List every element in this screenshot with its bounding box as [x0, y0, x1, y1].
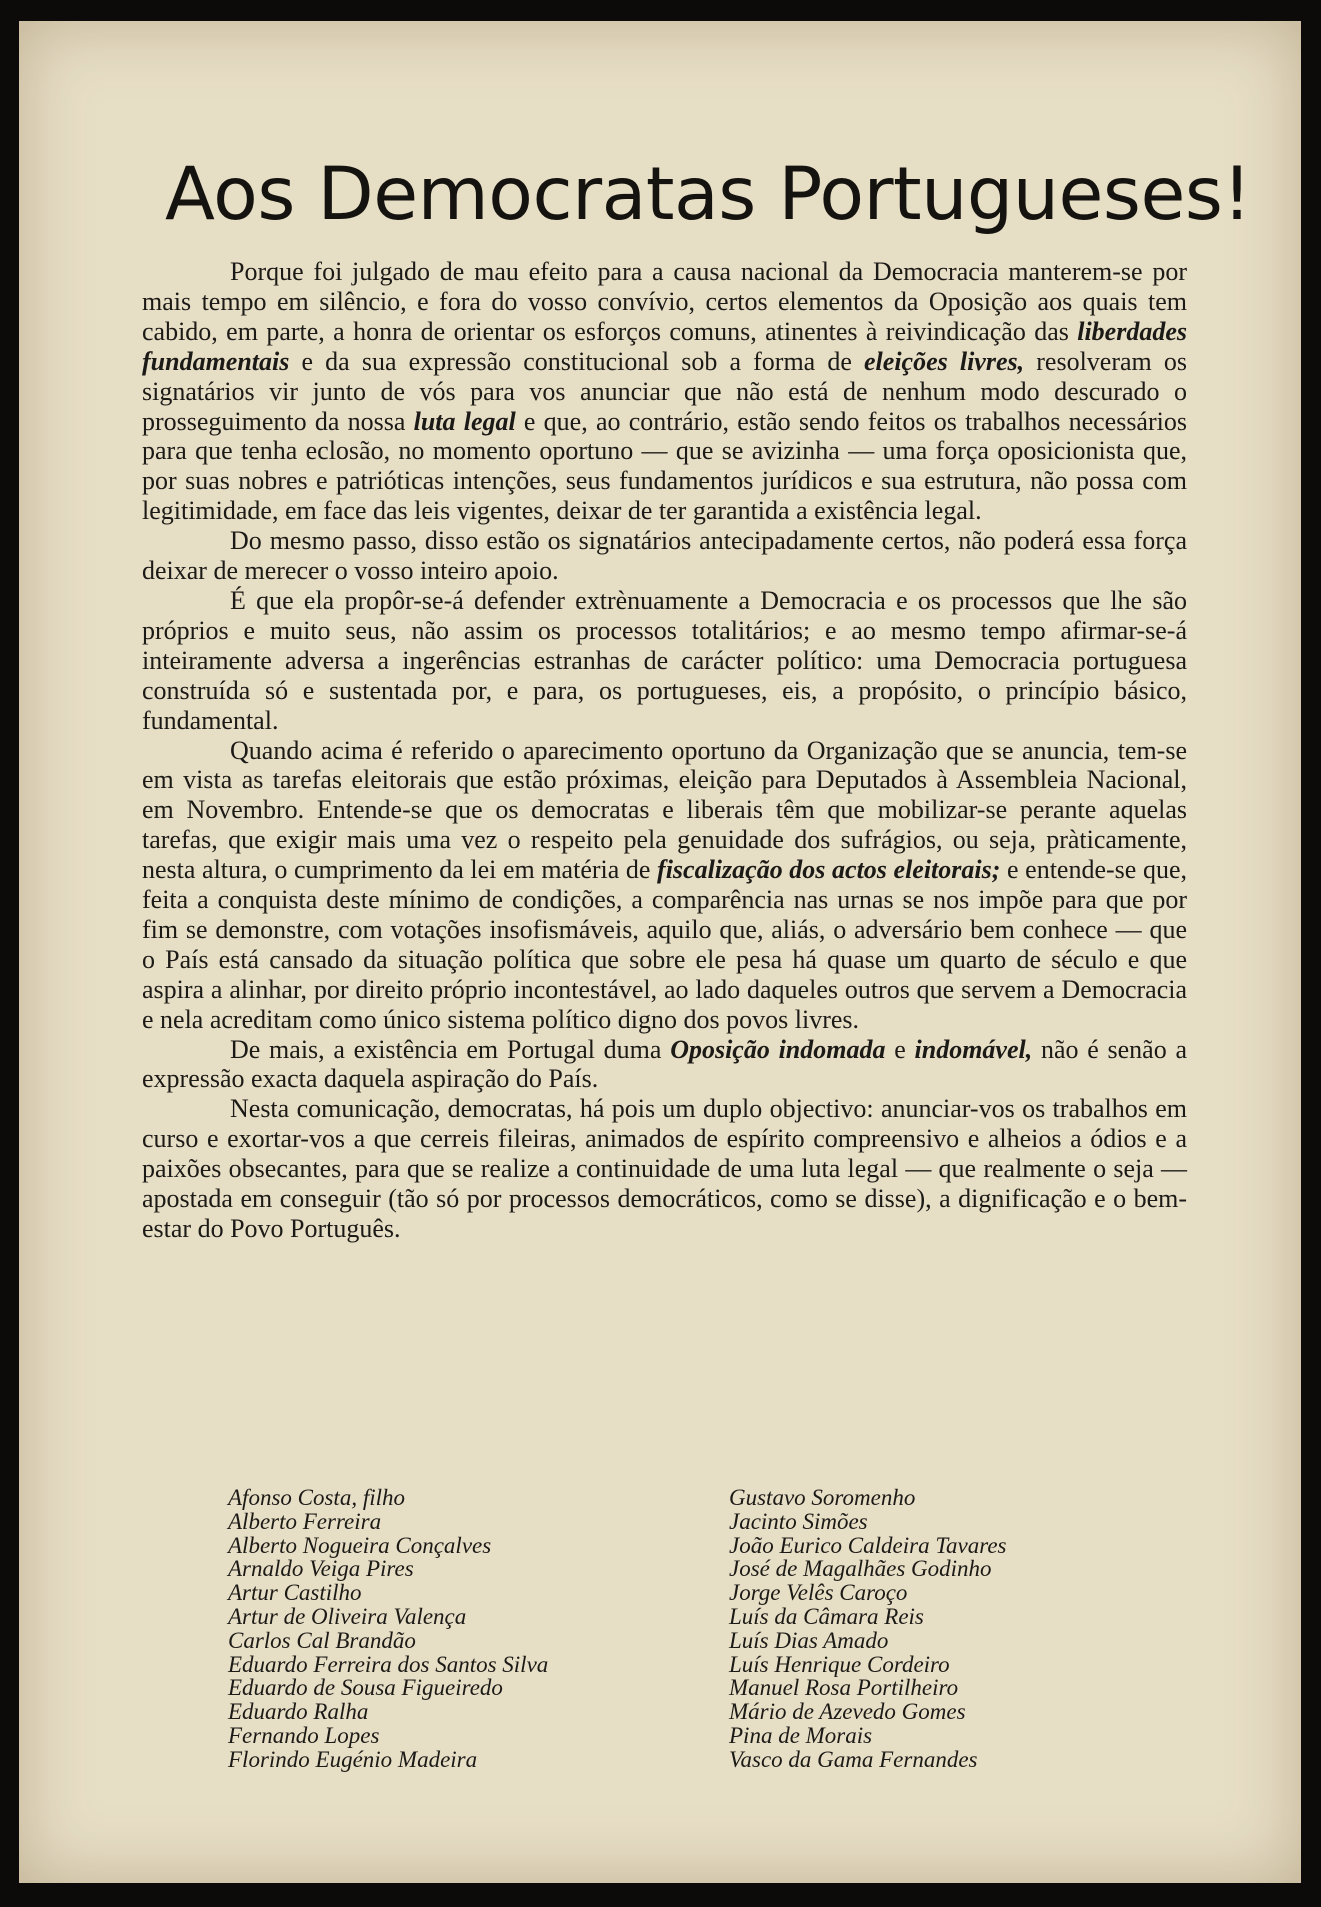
signatory-name: Vasco da Gama Fernandes — [729, 1746, 978, 1772]
emphasized-text: fiscalização dos actos eleitorais; — [657, 855, 1001, 885]
signatories-left-column — [228, 1486, 548, 1772]
paragraph — [142, 736, 1187, 1035]
text-run: Nesta comunicação, democratas, há pois um duplo objectivo: anunciar-vos os trabalhos em curso e exortar-vos a que cerreis fileiras, animados de espírito compreensivo e alheios a ódios e a paixões obsecantes, para que se realize a continuidade de uma luta legal — que realmente o seja — apostada em conseguir (tão só por processos democráticos, como se disse), a dignificação e o bem-estar do Povo Português. — [142, 1094, 1187, 1243]
emphasized-text: luta legal — [413, 406, 516, 436]
signatory-name: José de Magalhães Godinho — [729, 1556, 992, 1582]
text-run: e que, ao contrário, estão sendo feitos os trabalhos necessários para que tenha eclosão, no momento oportuno — que se avizinha — uma força oposicionista que, por suas nobres e patrióticas intenções, seus fundamentos jurídicos e sua estrutura, não possa com legitimidade, em face das leis vigentes, deixar de ter garantida a existência legal. — [142, 406, 1187, 526]
signatory-name: Luís da Câmara Reis — [729, 1603, 924, 1629]
signatory-name: Luís Dias Amado — [729, 1627, 889, 1653]
paragraph — [142, 526, 1187, 586]
signatory-name: Manuel Rosa Portilheiro — [729, 1675, 959, 1701]
emphasized-text: liberdades fundamentais — [142, 316, 1187, 376]
text-run: De mais, a existência em Portugal duma — [230, 1034, 671, 1064]
signatory-name: Eduardo Ferreira dos Santos Silva — [228, 1651, 549, 1677]
signatory-name: Eduardo Ralha — [228, 1699, 369, 1725]
signatures — [19, 1486, 1301, 1786]
signatory-name: Alberto Nogueira Conçalves — [228, 1532, 492, 1558]
signatory-name: Mário de Azevedo Gomes — [729, 1699, 966, 1725]
signatory-name: Gustavo Soromenho — [729, 1485, 916, 1510]
text-run: É que ela propôr-se-á defender extrènuamente a Democracia e os processos que lhe são próprios e muito seus, não assim os processos totalitários; e ao mesmo tempo afirmar-se-á inteiramente adversa a ingerências estranhas de carácter político: uma Democracia portuguesa construída só e sustentada por, e para, os portugueses, eis, a propósito, o princípio básico, fundamental. — [142, 585, 1187, 735]
signatory-name: Pina de Morais — [729, 1722, 873, 1748]
signatory-name: Alberto Ferreira — [228, 1508, 382, 1534]
signatory-name: Jorge Velês Caroço — [729, 1580, 908, 1606]
text-run: não é senão a expressão exacta daquela aspiração do País. — [142, 1034, 1187, 1094]
signatory-name: Afonso Costa, filho — [228, 1485, 405, 1510]
text-run: Quando acima é referido o aparecimento oportuno da Organização que se anuncia, tem-se em vista as tarefas eleitorais que estão próximas, eleição para Deputados à Assembleia Nacional, em Novembro. Entende-se que os democratas e liberais têm que mobilizar-se perante aquelas tarefas, que exigir mais uma vez o respeito pela genuidade dos sufrágios, ou seja, pràticamente, nesta altura, o cumprimento da lei em matéria de — [142, 735, 1187, 885]
signatory-name: Arnaldo Veiga Pires — [228, 1556, 414, 1582]
text-run: e — [885, 1034, 915, 1064]
paragraph — [142, 586, 1187, 736]
text-run: resolveram os signatários vir junto de vós para vos anunciar que não está de nenhum modo descurado o prosseguimento da nossa — [142, 346, 1188, 436]
document-page — [19, 21, 1301, 1883]
text-run: e da sua expressão constitucional sob a forma de — [289, 346, 865, 376]
paragraph — [142, 1094, 1187, 1244]
emphasized-text: eleições livres, — [864, 346, 1025, 376]
page-title: Aos Democratas Portugueses! — [165, 152, 1252, 237]
emphasized-text: indomável, — [914, 1034, 1033, 1064]
emphasized-text: Oposição indomada — [670, 1034, 886, 1064]
signatory-name: Jacinto Simões — [729, 1508, 868, 1534]
paragraph — [142, 257, 1187, 526]
signatory-name: Artur Castilho — [228, 1580, 362, 1606]
signatory-name: Florindo Eugénio Madeira — [228, 1746, 478, 1772]
body-text — [142, 257, 1187, 1244]
text-run: Do mesmo passo, disso estão os signatários antecipadamente certos, não poderá essa força deixar de merecer o vosso inteiro apoio. — [142, 526, 1187, 586]
paragraph — [142, 1035, 1187, 1095]
signatory-name: Carlos Cal Brandão — [228, 1627, 416, 1653]
signatory-name: Luís Henrique Cordeiro — [729, 1651, 950, 1677]
signatories-right-column — [729, 1486, 1006, 1772]
text-run: e entende-se que, feita a conquista deste mínimo de condições, a comparência nas urnas se nos impõe para que por fim se demonstre, com votações insofismáveis, aquilo que, aliás, o adversário bem conhece — que o País está cansado da situação política que sobre ele pesa há quase um quarto de século e que aspira a alinhar, por direito próprio incontestável, ao lado daqueles outros que servem a Democracia e nela acreditam como único sistema político digno dos povos livres. — [142, 855, 1187, 1034]
text-run: Porque foi julgado de mau efeito para a causa nacional da Democracia manterem-se por mais tempo em silêncio, e fora do vosso convívio, certos elementos da Oposição aos quais tem cabido, em parte, a honra de orientar os esforços comuns, atinentes à reivindicação das — [142, 257, 1187, 346]
signatory-name: Eduardo de Sousa Figueiredo — [228, 1675, 503, 1701]
signatory-name: João Eurico Caldeira Tavares — [729, 1532, 1007, 1558]
signatory-name: Artur de Oliveira Valença — [228, 1603, 467, 1629]
signatory-name: Fernando Lopes — [228, 1722, 380, 1748]
